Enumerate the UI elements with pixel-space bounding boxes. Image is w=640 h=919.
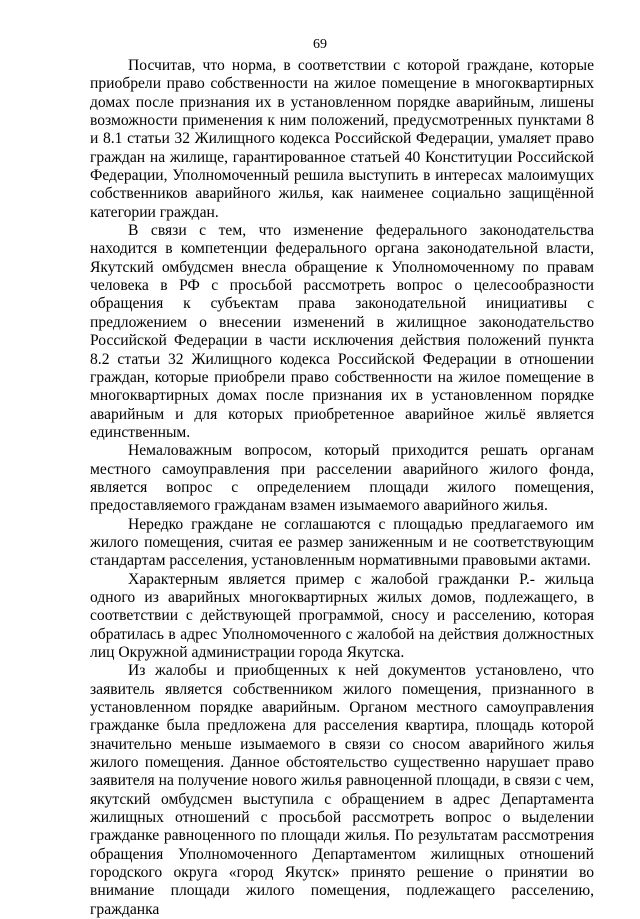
paragraph: Немаловажным вопросом, который приходится решать органам местного самоуправления при расселении аварийного жилого фонда, является вопрос с определением площади жилого помещения, предоставляемого гражданам взамен изымаемого аварийного жилья. xyxy=(90,442,594,515)
paragraph: Посчитав, что норма, в соответствии с которой граждане, которые приобрели право собственности на жилое помещение в многоквартирных домах после признания их в установленном порядке аварийным, лишены возможности применения к ним положений, предусмотренных пунктами 8 и 8.1 статьи 32 Жилищного кодекса Российской Федерации, умаляет право граждан на жилище, гарантированное статьей 40 Конституции Российской Федерации, Уполномоченный решила выступить в интересах малоимущих собственников аварийного жилья, как наименее социально защищённой категории граждан. xyxy=(90,57,594,221)
page-number: 69 xyxy=(313,37,327,52)
paragraph: Нередко граждане не соглашаются с площадью предлагаемого им жилого помещения, считая ее размер заниженным и не соответствующим стандартам расселения, установленным нормативными правовыми актами. xyxy=(90,515,594,570)
paragraph: В связи с тем, что изменение федерального законодательства находится в компетенции федерального органа законодательной власти, Якутский омбудсмен внесла обращение к Уполномоченному по правам человека в РФ с просьбой рассмотреть вопрос о целесообразности обращения к субъектам права законодательной инициативы с предложением о внесении изменений в жилищное законодательство Российской Федерации в части исключения действия положений пункта 8.2 статьи 32 Жилищного кодекса Российской Федерации в отношении граждан, которые приобрели право собственности на жилое помещение в многоквартирных домах после признания их в установленном порядке аварийным и для которых приобретенное аварийное жильё является единственным. xyxy=(90,222,594,441)
paragraph: Характерным является пример с жалобой гражданки Р.- жильца одного из аварийных многоквартирных жилых домов, подлежащего, в соответствии с действующей программой, сносу и расселению, которая обратилась в адрес Уполномоченного с жалобой на действия должностных лиц Окружной администрации города Якутска. xyxy=(90,570,594,661)
document-body xyxy=(90,57,594,919)
paragraph: Из жалобы и приобщенных к ней документов установлено, что заявитель является собственником жилого помещения, признанного в установленном порядке аварийным. Органом местного самоуправления гражданке была предложена для расселения квартира, площадь которой значительно меньше изымаемого в связи со сносом аварийного жилья жилого помещения. Данное обстоятельство существенно нарушает право заявителя на получение нового жилья равноценной площади, в связи с чем, якутский омбудсмен выступила с обращением в адрес Департамента жилищных отношений с просьбой рассмотреть вопрос о выделении гражданке равноценного по площади жилья. По результатам рассмотрения обращения Уполномоченного Департаментом жилищных отношений городского округа «город Якутск» принято решение о принятии во внимание площади жилого помещения, подлежащего расселению, гражданка xyxy=(90,662,594,918)
